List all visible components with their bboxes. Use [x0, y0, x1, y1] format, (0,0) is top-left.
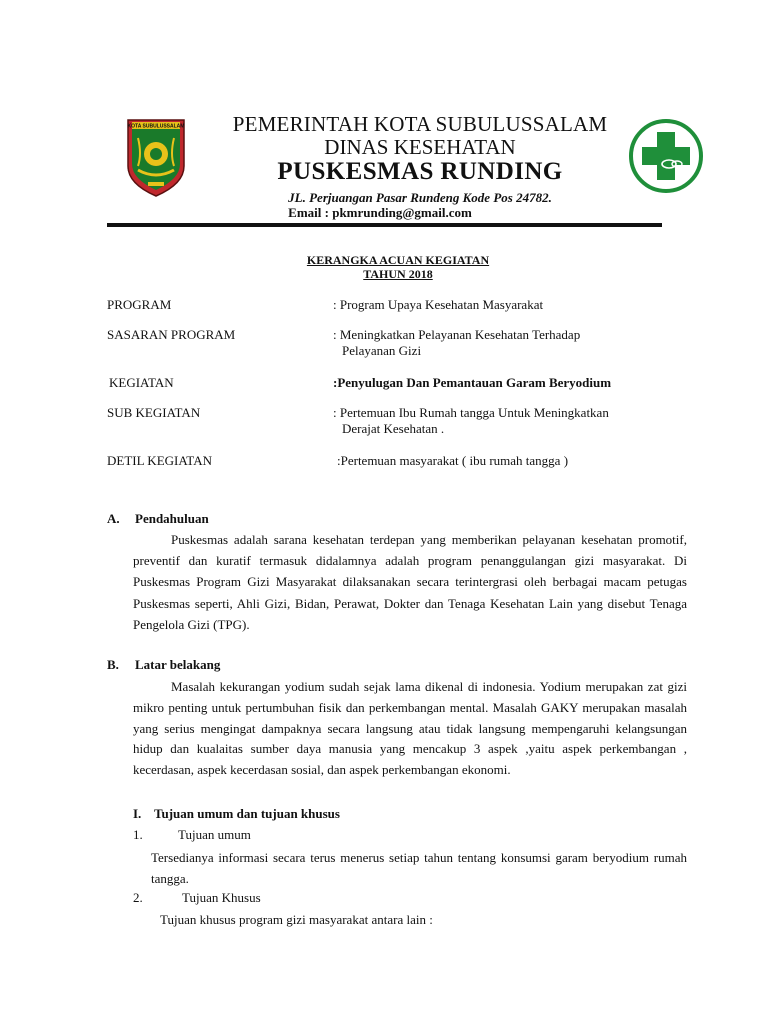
document-title: KERANGKA ACUAN KEGIATAN	[306, 253, 490, 267]
header-institution: PUSKESMAS RUNDING	[277, 158, 563, 185]
health-cross-logo	[628, 118, 704, 194]
document-year: TAHUN 2018	[363, 267, 433, 281]
info-label-kegiatan: KEGIATAN	[109, 375, 174, 390]
section-b-title: Latar belakang	[135, 657, 221, 672]
info-value-program: : Program Upaya Kesehatan Masyarakat	[333, 297, 544, 312]
section-a-body: Puskesmas adalah sarana kesehatan terdepan yang memberikan pelayanan kesehatan promotif, preventif dan kuratif termasuk didalamnya adalah program penanggulangan gizi masyarakat. Di Puskesmas Program Gizi Masyarakat dilaksanakan secara terintergrasi oleh berbagai macam petugas Puskesmas seperti, Ahli Gizi, Bidan, Perawat, Dokter dan Tenaga Kesehatan Lain yang disebut Tenaga Pengelola Gizi (TPG).	[133, 532, 687, 632]
section-a-heading	[107, 511, 209, 527]
section-a-letter: A.	[107, 511, 120, 526]
tujuan-umum-title: Tujuan umum	[178, 827, 251, 842]
section-i-title: Tujuan umum dan tujuan khusus	[154, 806, 340, 821]
info-label-sasaran: SASARAN PROGRAM	[107, 327, 236, 342]
tujuan-khusus-body: Tujuan khusus program gizi masyarakat antara lain :	[160, 912, 433, 927]
info-value-sub-kegiatan: : Pertemuan Ibu Rumah tangga Untuk Meningkatkan Derajat Kesehatan .	[333, 405, 609, 436]
section-i-numeral: I.	[133, 806, 142, 821]
tujuan-khusus-title: Tujuan Khusus	[182, 890, 261, 905]
section-b-body: Masalah kekurangan yodium sudah sejak lama dikenal di indonesia. Yodium merupakan zat gizi mikro penting untuk pertumbuhan fisik dan perkembangan mental. Masalah GAKY merupakan masalah yang serius mengingat dampaknya secara langsung atau tidak langsung mempengaruhi kelangsungan hidup dan kualaitas sumber daya manusia yang mencakup 3 aspek ,yaitu aspek perkembangan , kecerdasan, aspek kecerdasan sosial, dan aspek perkembangan ekonomi.	[133, 679, 687, 778]
header-divider	[107, 223, 662, 227]
info-value-detil: :Pertemuan masyarakat ( ibu rumah tangga )	[337, 453, 569, 468]
section-i-heading	[133, 806, 340, 822]
tujuan-umum-heading	[133, 827, 251, 843]
header-department: DINAS KESEHATAN	[324, 135, 516, 159]
section-a-title: Pendahuluan	[135, 511, 209, 526]
info-label-sub-kegiatan: SUB KEGIATAN	[107, 405, 201, 420]
emblem-text: KOTA SUBULUSSALAM	[127, 123, 185, 130]
info-label-detil: DETIL KEGIATAN	[107, 453, 212, 468]
info-label-program: PROGRAM	[107, 297, 172, 312]
info-value-kegiatan: :Penyulugan Dan Pemantauan Garam Beryodium	[333, 375, 612, 390]
tujuan-khusus-number: 2.	[133, 890, 143, 905]
section-b-heading	[107, 657, 220, 673]
header-email: Email : pkmrunding@gmail.com	[288, 205, 472, 220]
section-b-letter: B.	[107, 657, 119, 672]
header-address: JL. Perjuangan Pasar Rundeng Kode Pos 24782.	[288, 190, 552, 205]
tujuan-khusus-heading	[133, 890, 261, 906]
tujuan-umum-body: Tersedianya informasi secara terus menerus setiap tahun tentang konsumsi garam beryodium rumah tangga.	[151, 850, 687, 886]
header-government: PEMERINTAH KOTA SUBULUSSALAM	[232, 112, 608, 136]
tujuan-umum-number: 1.	[133, 827, 143, 842]
info-value-sasaran: : Meningkatkan Pelayanan Kesehatan Terhadap Pelayanan Gizi	[333, 327, 581, 358]
